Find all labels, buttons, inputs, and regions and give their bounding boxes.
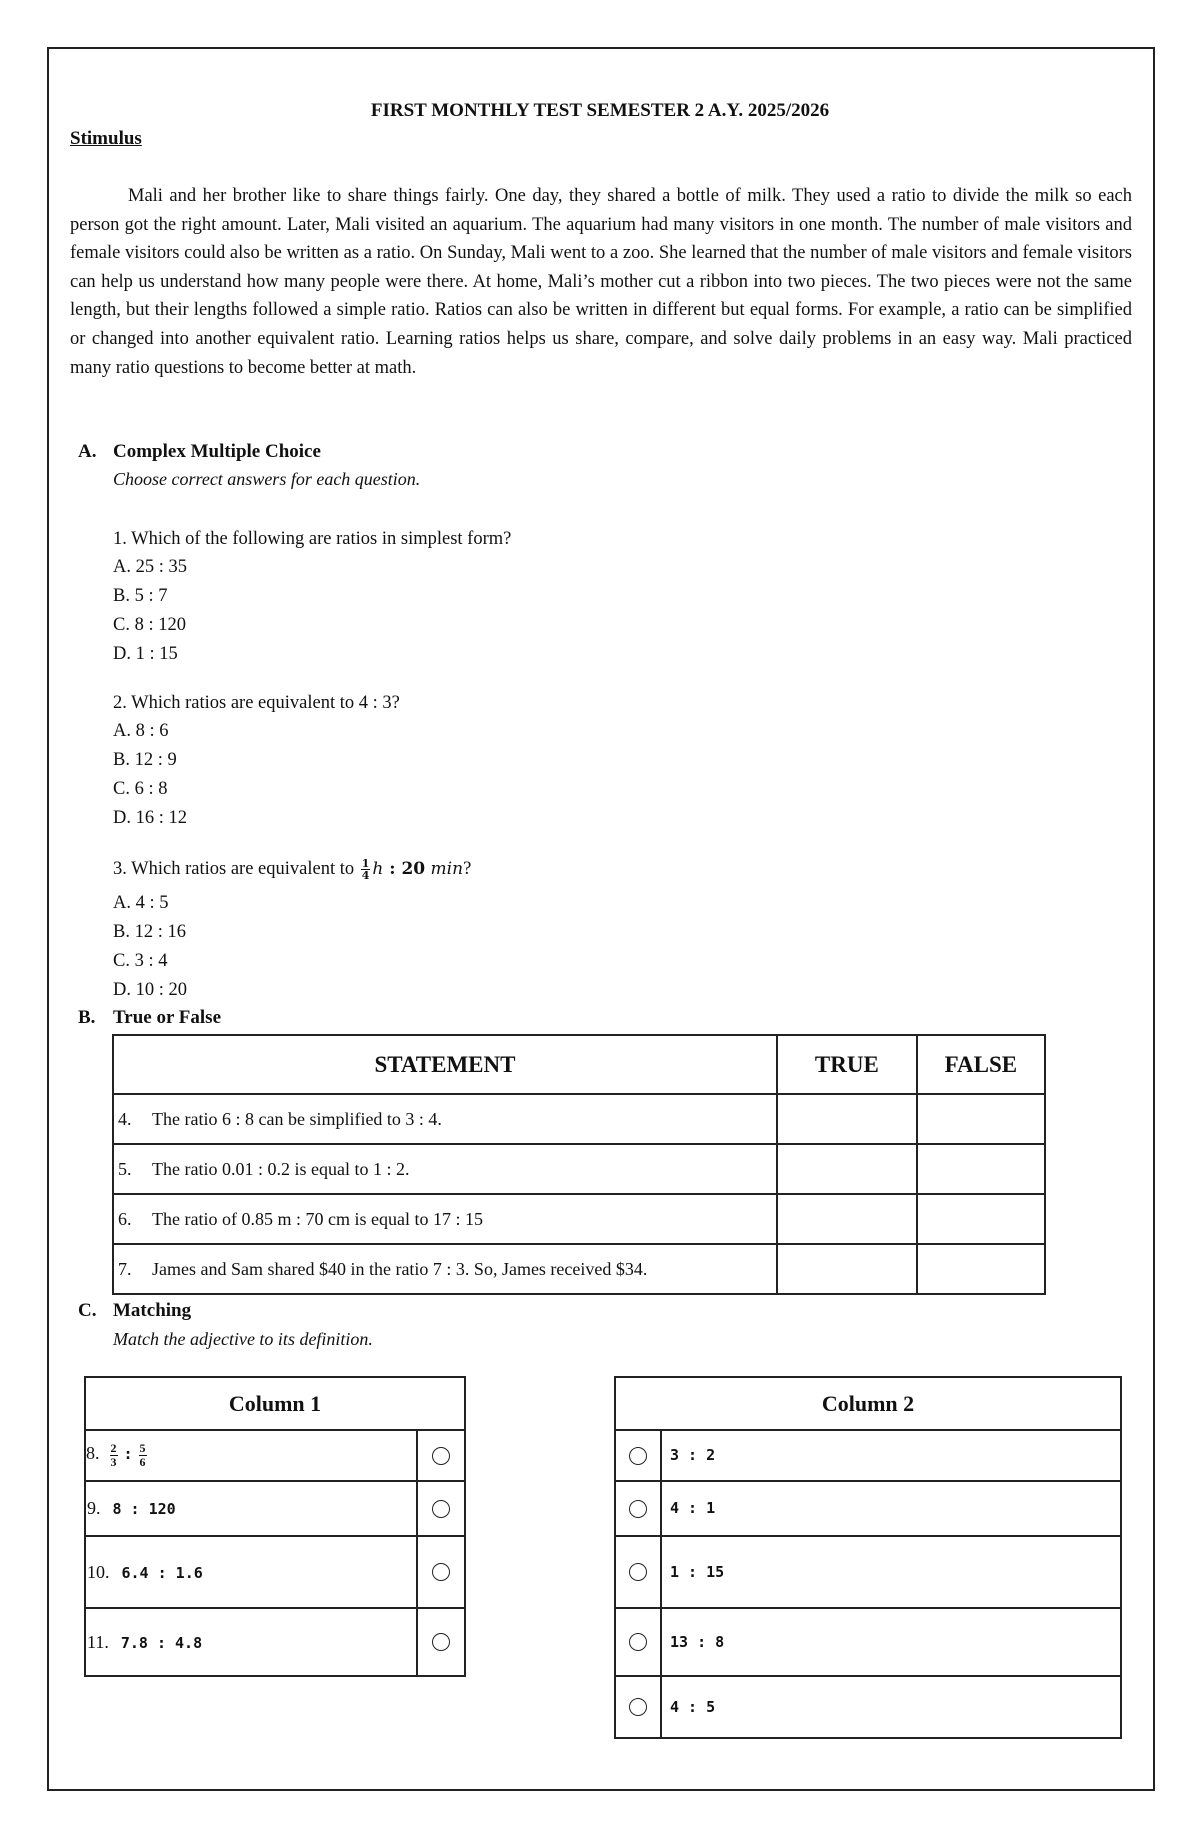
match-circle-icon[interactable] — [432, 1633, 450, 1651]
true-false-table — [112, 1034, 1046, 1295]
tf-statement-text: James and Sam shared $40 in the ratio 7 : 3. So, James received $34. — [152, 1258, 648, 1279]
q1-option-b: B. 5 : 7 — [113, 586, 168, 606]
q1-option-d: D. 1 : 15 — [113, 644, 178, 664]
tf-statement-num: 7. — [118, 1258, 132, 1279]
column-1-item-num: 8. — [86, 1443, 100, 1464]
column-1-circle-cell[interactable] — [417, 1430, 465, 1481]
tf-statement-text: The ratio 6 : 8 can be simplified to 3 : 4. — [152, 1108, 442, 1129]
match-circle-icon[interactable] — [629, 1563, 647, 1581]
tf-statement-num: 4. — [118, 1108, 132, 1129]
column-2-item-text: 4 : 1 — [670, 1499, 716, 1517]
tf-statement-num: 5. — [118, 1158, 132, 1179]
tf-statement — [113, 1094, 777, 1144]
column-1-row — [85, 1536, 465, 1608]
tf-false-cell[interactable] — [917, 1144, 1045, 1194]
match-circle-icon[interactable] — [629, 1633, 647, 1651]
column-2-item-text: 1 : 15 — [670, 1562, 725, 1581]
col1-frac-a — [110, 1442, 118, 1469]
column-2-circle-cell[interactable] — [615, 1536, 661, 1608]
q1-option-c: C. 8 : 120 — [113, 615, 186, 635]
column-2-item — [661, 1536, 1121, 1608]
tf-statement — [113, 1194, 777, 1244]
column-1-circle-cell[interactable] — [417, 1536, 465, 1608]
column-2-circle-cell[interactable] — [615, 1481, 661, 1536]
column-1-item-text: 8 : 120 — [112, 1500, 176, 1518]
column-1-item-text: 6.4 : 1.6 — [121, 1563, 203, 1582]
tf-header-statement: STATEMENT — [113, 1035, 777, 1094]
column-1-circle-cell[interactable] — [417, 1608, 465, 1676]
col1-frac-a-num: 2 — [110, 1441, 117, 1455]
col1-frac-b — [139, 1442, 147, 1469]
column-2-row — [615, 1430, 1121, 1481]
q2-option-c: C. 6 : 8 — [113, 779, 168, 799]
stimulus-label: Stimulus — [70, 128, 142, 149]
column-1-header-row — [85, 1377, 465, 1430]
section-c-title: Matching — [113, 1300, 192, 1321]
q2-option-a: A. 8 : 6 — [113, 721, 169, 741]
q3-frac-den: 4 — [361, 869, 370, 882]
section-b-title: True or False — [113, 1007, 221, 1028]
column-2-row — [615, 1481, 1121, 1536]
tf-true-cell[interactable] — [777, 1194, 917, 1244]
q3-unit2: min — [430, 859, 464, 879]
column-1-circle-cell[interactable] — [417, 1481, 465, 1536]
tf-header-row — [113, 1035, 1045, 1094]
column-2-circle-cell[interactable] — [615, 1430, 661, 1481]
q2-option-b: B. 12 : 9 — [113, 750, 177, 770]
column-2-item-text: 3 : 2 — [670, 1446, 716, 1464]
q3-unit1: h — [372, 859, 384, 879]
tf-statement — [113, 1244, 777, 1294]
match-circle-icon[interactable] — [432, 1500, 450, 1518]
q2-option-d: D. 16 : 12 — [113, 808, 187, 828]
tf-true-cell[interactable] — [777, 1094, 917, 1144]
test-title: FIRST MONTHLY TEST SEMESTER 2 A.Y. 2025/2026 — [370, 100, 830, 121]
tf-false-cell[interactable] — [917, 1244, 1045, 1294]
q3-option-a: A. 4 : 5 — [113, 893, 169, 913]
q3-sep: : — [383, 859, 402, 879]
column-1-row — [85, 1481, 465, 1536]
tf-row — [113, 1144, 1045, 1194]
q3-option-d: D. 10 : 20 — [113, 980, 187, 1000]
column-1-item-text: 7.8 : 4.8 — [120, 1633, 203, 1652]
tf-row — [113, 1194, 1045, 1244]
section-c-instruction: Match the adjective to its definition. — [113, 1329, 373, 1349]
q3-frac-num: 1 — [361, 857, 370, 870]
col1-sep: : — [123, 1445, 133, 1464]
match-circle-icon[interactable] — [629, 1698, 647, 1716]
section-c-letter: C. — [78, 1300, 97, 1321]
col1-frac-a-den: 3 — [110, 1455, 117, 1469]
stimulus-text: Mali and her brother like to share things fairly. One day, they shared a bottle of milk. They used a ratio to divide the milk so each person got the right amount. Later, Mali visited an aquarium. The aquarium had many visitors in one month. The number of male visitors and female visitors could also be written as a ratio. On Sunday, Mali went to a zoo. She learned that the number of male visitors and female visitors can help us understand how many people were there. At home, Mali’s mother cut a ribbon into two pieces. The two pieces were not the same length, but their lengths followed a simple ratio. Ratios can also be written in different but equal forms. For example, a ratio can be simplified or changed into another equivalent ratio. Learning ratios helps us share, compare, and solve daily problems in an easy way. Mali practiced many ratio questions to become better at math. — [70, 186, 1132, 378]
match-circle-icon[interactable] — [432, 1563, 450, 1581]
question-3-math — [359, 857, 464, 882]
matching-column-1-table — [84, 1376, 466, 1677]
column-1-item — [85, 1536, 417, 1608]
section-a-instruction: Choose correct answers for each question. — [113, 469, 421, 489]
match-circle-icon[interactable] — [629, 1447, 647, 1465]
tf-true-cell[interactable] — [777, 1244, 917, 1294]
q1-option-a: A. 25 : 35 — [113, 557, 187, 577]
column-1-row — [85, 1608, 465, 1676]
matching-column-2-table — [614, 1376, 1122, 1739]
tf-true-cell[interactable] — [777, 1144, 917, 1194]
tf-header-true: TRUE — [777, 1035, 917, 1094]
q3-value2: 20 — [401, 859, 426, 879]
column-1-item-num: 10. — [87, 1561, 110, 1582]
column-1-item — [85, 1481, 417, 1536]
tf-statement — [113, 1144, 777, 1194]
column-2-circle-cell[interactable] — [615, 1676, 661, 1738]
section-b-letter: B. — [78, 1007, 96, 1028]
column-1-item — [85, 1430, 417, 1481]
column-2-header: Column 2 — [615, 1377, 1121, 1430]
tf-row — [113, 1244, 1045, 1294]
column-2-item — [661, 1676, 1121, 1738]
column-1-item-num: 11. — [87, 1631, 109, 1652]
col1-frac-b-den: 6 — [139, 1455, 146, 1469]
question-3-text: 3. Which ratios are equivalent to — [113, 859, 355, 879]
column-1-row — [85, 1430, 465, 1481]
column-2-row — [615, 1608, 1121, 1676]
tf-false-cell[interactable] — [917, 1094, 1045, 1144]
q3-option-c: C. 3 : 4 — [113, 951, 168, 971]
match-circle-icon[interactable] — [629, 1500, 647, 1518]
column-2-item — [661, 1430, 1121, 1481]
column-2-row — [615, 1536, 1121, 1608]
section-a-title: Complex Multiple Choice — [113, 441, 321, 462]
tf-statement-text: The ratio of 0.85 m : 70 cm is equal to 17 : 15 — [152, 1208, 483, 1229]
column-2-item-text: 13 : 8 — [670, 1632, 725, 1651]
q3-fraction — [361, 858, 371, 881]
tf-header-false: FALSE — [917, 1035, 1045, 1094]
tf-statement-text: The ratio 0.01 : 0.2 is equal to 1 : 2. — [152, 1158, 410, 1179]
column-2-header-row — [615, 1377, 1121, 1430]
q3-end: ? — [463, 859, 472, 879]
question-1: 1. Which of the following are ratios in simplest form? — [113, 529, 512, 549]
question-3 — [113, 858, 471, 881]
match-circle-icon[interactable] — [432, 1447, 450, 1465]
question-2: 2. Which ratios are equivalent to 4 : 3? — [113, 693, 400, 713]
column-1-header: Column 1 — [85, 1377, 465, 1430]
tf-statement-num: 6. — [118, 1208, 132, 1229]
column-2-item-text: 4 : 5 — [670, 1697, 716, 1716]
col1-frac-b-num: 5 — [139, 1441, 146, 1455]
column-1-item — [85, 1608, 417, 1676]
column-2-item — [661, 1608, 1121, 1676]
column-2-circle-cell[interactable] — [615, 1608, 661, 1676]
column-2-row — [615, 1676, 1121, 1738]
tf-row — [113, 1094, 1045, 1144]
column-2-item — [661, 1481, 1121, 1536]
q3-option-b: B. 12 : 16 — [113, 922, 186, 942]
tf-false-cell[interactable] — [917, 1194, 1045, 1244]
column-1-item-num: 9. — [87, 1498, 101, 1518]
section-a-letter: A. — [78, 441, 97, 462]
